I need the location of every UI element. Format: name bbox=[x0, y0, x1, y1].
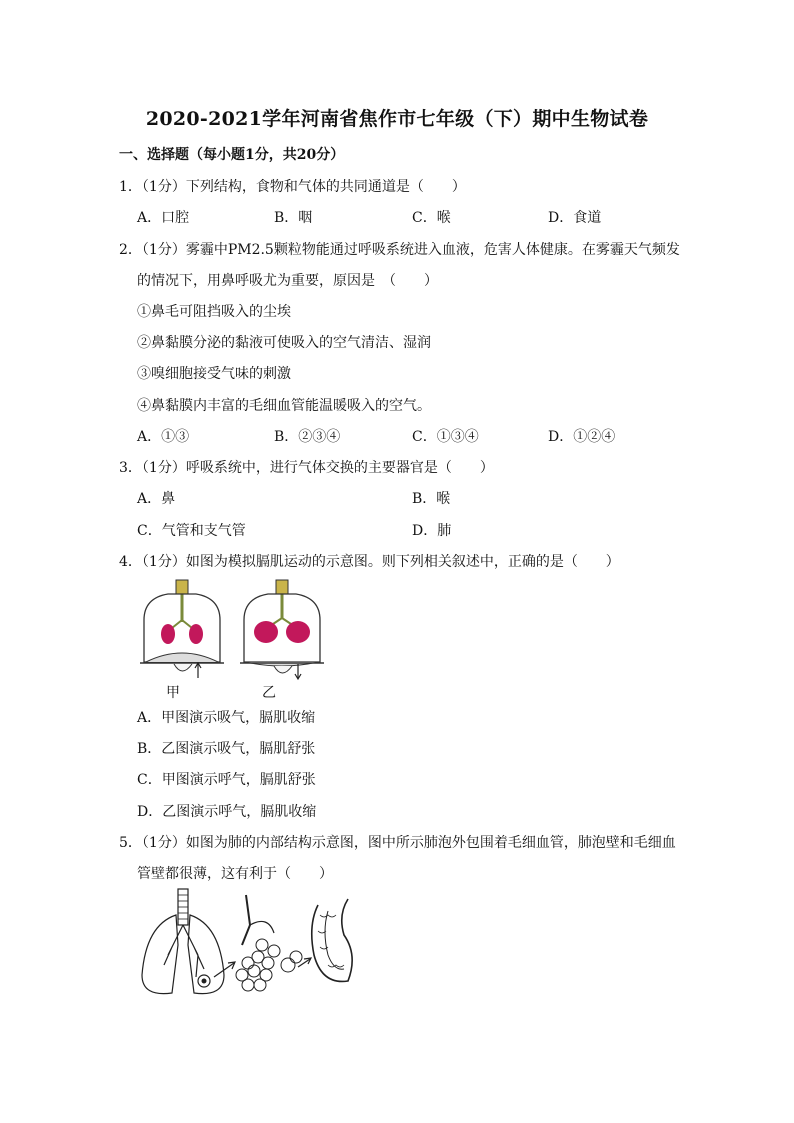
bell-jar-figure-yi bbox=[238, 578, 330, 688]
q1-option-b[interactable]: B．咽 bbox=[274, 210, 313, 226]
question-2-stem-line2: 的情况下，用鼻呼吸尤为重要，原因是 （ ） bbox=[137, 273, 438, 289]
question-3-stem: 3．（1分）呼吸系统中，进行气体交换的主要器官是（ ） bbox=[119, 460, 494, 476]
q2-item-2: ②鼻黏膜分泌的黏液可使吸入的空气清洁、湿润 bbox=[137, 335, 431, 351]
q2-option-b[interactable]: B．②③④ bbox=[274, 429, 341, 445]
page-title: 2020-2021学年河南省焦作市七年级（下）期中生物试卷 bbox=[145, 108, 649, 130]
question-1-stem: 1．（1分）下列结构，食物和气体的共同通道是（ ） bbox=[119, 179, 466, 195]
q2-option-a[interactable]: A．①③ bbox=[137, 429, 190, 445]
q3-option-a[interactable]: A．鼻 bbox=[137, 491, 176, 507]
q1-option-c[interactable]: C．喉 bbox=[412, 210, 451, 226]
q2-item-3: ③嗅细胞接受气味的刺激 bbox=[137, 366, 291, 382]
bell-jar-figure-jia bbox=[138, 578, 230, 688]
lung-structure-figure bbox=[138, 885, 358, 1005]
q1-option-d[interactable]: D．食道 bbox=[548, 210, 602, 226]
section-heading: 一、选择题（每小题1分，共20分） bbox=[119, 147, 345, 163]
question-2-stem-line1: 2．（1分）雾霾中PM2.5颗粒物能通过呼吸系统进入血液，危害人体健康。在雾霾天气频发 bbox=[119, 242, 680, 258]
q3-option-d[interactable]: D．肺 bbox=[412, 523, 452, 539]
q2-option-d[interactable]: D．①②④ bbox=[548, 429, 616, 445]
q2-item-1: ①鼻毛可阻挡吸入的尘埃 bbox=[137, 304, 291, 320]
q3-option-c[interactable]: C．气管和支气管 bbox=[137, 523, 246, 539]
q4-option-c[interactable]: C．甲图演示呼气，膈肌舒张 bbox=[137, 772, 316, 788]
q3-option-b[interactable]: B．喉 bbox=[412, 491, 451, 507]
question-5-stem-line1: 5．（1分）如图为肺的内部结构示意图，图中所示肺泡外包围着毛细血管，肺泡壁和毛细血 bbox=[119, 835, 676, 851]
figure-label-yi: 乙 bbox=[262, 685, 276, 701]
q4-option-b[interactable]: B．乙图演示吸气，膈肌舒张 bbox=[137, 741, 316, 757]
q4-option-d[interactable]: D．乙图演示呼气，膈肌收缩 bbox=[137, 804, 317, 820]
question-5-stem-line2: 管壁都很薄，这有利于（ ） bbox=[137, 866, 333, 882]
figure-label-jia: 甲 bbox=[166, 685, 180, 701]
q1-option-a[interactable]: A．口腔 bbox=[137, 210, 190, 226]
question-4-stem: 4．（1分）如图为模拟膈肌运动的示意图。则下列相关叙述中，正确的是（ ） bbox=[119, 554, 620, 570]
q4-option-a[interactable]: A．甲图演示吸气，膈肌收缩 bbox=[137, 710, 316, 726]
q2-option-c[interactable]: C．①③④ bbox=[412, 429, 479, 445]
q2-item-4: ④鼻黏膜内丰富的毛细血管能温暖吸入的空气。 bbox=[137, 398, 431, 414]
